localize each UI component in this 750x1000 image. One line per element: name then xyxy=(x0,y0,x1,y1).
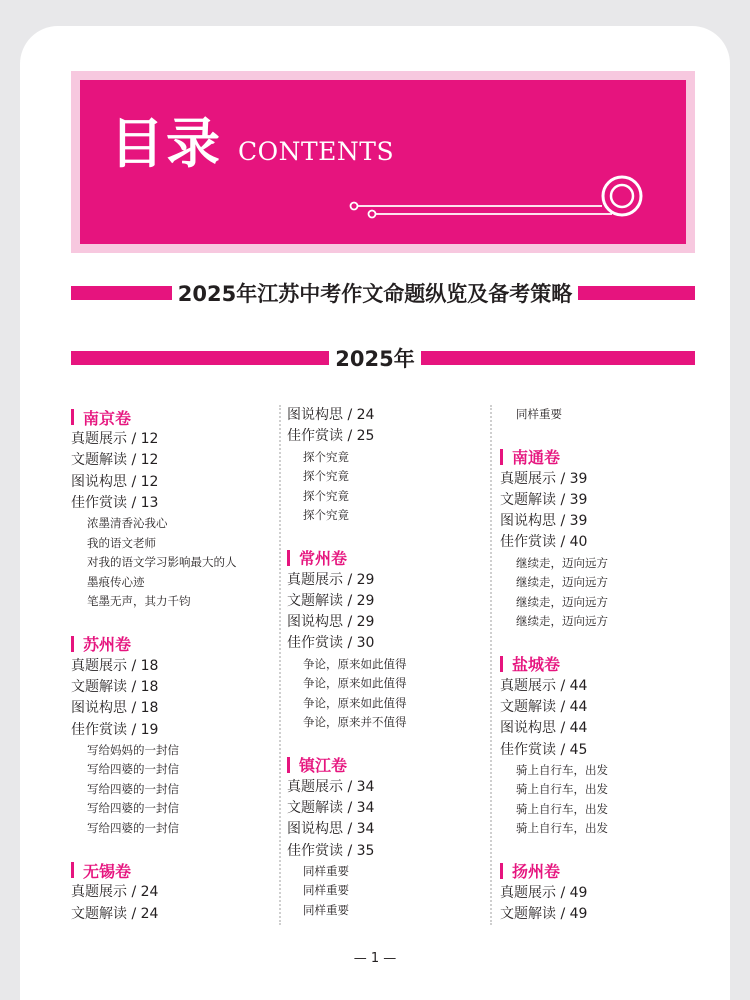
section-title-label: 扬州卷 xyxy=(512,862,561,882)
section-title-label: 南京卷 xyxy=(83,408,132,428)
contents-entry: 佳作赏读 / 45 xyxy=(500,741,588,758)
section-spacer xyxy=(287,526,487,546)
section-title-label: 南通卷 xyxy=(512,448,561,467)
column-divider xyxy=(279,405,281,925)
main-heading: 2025年江苏中考作文命题纵览及备考策略 xyxy=(0,279,750,309)
section-title xyxy=(71,632,271,656)
essay-title-entry: 争论，原来如此值得 xyxy=(303,656,407,671)
essay-title-entry: 探个究竟 xyxy=(303,449,349,464)
section-spacer xyxy=(500,839,700,859)
essay-title-entry: 我的语文老师 xyxy=(87,535,156,550)
contents-entry: 图说构思 / 12 xyxy=(71,473,159,490)
section-spacer xyxy=(500,425,700,445)
contents-entry: 佳作赏读 / 40 xyxy=(500,534,588,551)
banner-title: 目录 xyxy=(110,112,222,175)
section-title-label: 镇江卷 xyxy=(299,756,348,776)
contents-banner xyxy=(80,80,686,244)
essay-title-entry: 同样重要 xyxy=(303,863,349,878)
contents-entry: 佳作赏读 / 25 xyxy=(287,428,375,445)
section-title xyxy=(500,652,700,676)
page-number: — 1 — xyxy=(353,951,397,966)
contents-entry: 佳作赏读 / 35 xyxy=(287,842,375,859)
section-spacer xyxy=(500,632,700,652)
contents-entry: 真题展示 / 44 xyxy=(500,677,588,694)
essay-title-entry: 继续走，迈向远方 xyxy=(516,555,608,570)
contents-entry: 图说构思 / 34 xyxy=(287,821,375,838)
contents-entry: 文题解读 / 18 xyxy=(71,678,159,695)
contents-column-2 xyxy=(287,405,487,920)
essay-title-entry: 对我的语文学习影响最大的人 xyxy=(87,555,237,570)
contents-entry: 真题展示 / 34 xyxy=(287,778,375,795)
contents-entry: 文题解读 / 24 xyxy=(71,905,159,922)
essay-title-entry: 继续走，迈向远方 xyxy=(516,594,608,609)
contents-entry: 佳作赏读 / 13 xyxy=(71,494,159,511)
contents-entry: 文题解读 / 29 xyxy=(287,592,375,609)
section-title xyxy=(500,859,700,883)
contents-entry: 图说构思 / 24 xyxy=(287,407,375,423)
section-spacer xyxy=(71,838,271,858)
contents-entry: 图说构思 / 18 xyxy=(71,700,159,717)
essay-title-entry: 继续走，迈向远方 xyxy=(516,575,608,590)
contents-column-1 xyxy=(71,405,271,925)
circles-line-decoration-icon xyxy=(340,170,660,230)
essay-title-entry: 骑上自行车，出发 xyxy=(516,821,608,836)
section-title xyxy=(500,445,700,469)
contents-entry: 佳作赏读 / 30 xyxy=(287,635,375,652)
section-marker-icon xyxy=(500,656,503,672)
essay-title-entry: 写给四婆的一封信 xyxy=(87,820,179,835)
essay-title-entry: 骑上自行车，出发 xyxy=(516,762,608,777)
section-spacer xyxy=(71,612,271,632)
section-title xyxy=(71,858,271,882)
section-title-label: 常州卷 xyxy=(299,549,348,569)
essay-title-entry: 同样重要 xyxy=(516,407,562,421)
contents-entry: 真题展示 / 39 xyxy=(500,470,588,487)
contents-entry: 图说构思 / 39 xyxy=(500,513,588,530)
essay-title-entry: 争论，原来如此值得 xyxy=(303,695,407,710)
section-title-label: 苏州卷 xyxy=(83,635,132,655)
essay-title-entry: 同样重要 xyxy=(303,883,349,898)
contents-entry: 真题展示 / 18 xyxy=(71,657,159,674)
essay-title-entry: 同样重要 xyxy=(303,902,349,917)
contents-entry: 真题展示 / 29 xyxy=(287,571,375,588)
essay-title-entry: 墨痕传心迹 xyxy=(87,574,145,589)
contents-entry: 真题展示 / 24 xyxy=(71,884,159,901)
section-title xyxy=(287,753,487,777)
year-heading: 2025年 xyxy=(0,344,750,374)
section-marker-icon xyxy=(71,409,74,425)
essay-title-entry: 骑上自行车，出发 xyxy=(516,782,608,797)
essay-title-entry: 探个究竟 xyxy=(303,488,349,503)
essay-title-entry: 笔墨无声，其力千钧 xyxy=(87,594,191,609)
section-title xyxy=(287,546,487,570)
section-marker-icon xyxy=(500,863,503,879)
section-title-label: 无锡卷 xyxy=(83,861,132,881)
section-marker-icon xyxy=(71,862,74,878)
essay-title-entry: 探个究竟 xyxy=(303,508,349,523)
contents-entry: 图说构思 / 44 xyxy=(500,720,588,737)
section-marker-icon xyxy=(287,550,290,566)
essay-title-entry: 浓墨清香沁我心 xyxy=(87,516,168,531)
section-title-label: 盐城卷 xyxy=(512,655,561,675)
essay-title-entry: 写给四婆的一封信 xyxy=(87,762,179,777)
contents-entry: 文题解读 / 44 xyxy=(500,698,588,715)
contents-entry: 文题解读 / 34 xyxy=(287,800,375,817)
essay-title-entry: 争论，原来如此值得 xyxy=(303,676,407,691)
contents-entry: 图说构思 / 29 xyxy=(287,614,375,631)
essay-title-entry: 骑上自行车，出发 xyxy=(516,801,608,816)
contents-entry: 真题展示 / 12 xyxy=(71,431,159,447)
section-title xyxy=(71,405,271,429)
contents-entry: 真题展示 / 49 xyxy=(500,884,588,901)
section-marker-icon xyxy=(287,757,290,773)
contents-column-3 xyxy=(500,405,700,925)
section-spacer xyxy=(287,733,487,753)
essay-title-entry: 写给四婆的一封信 xyxy=(87,781,179,796)
essay-title-entry: 争论，原来并不值得 xyxy=(303,715,407,730)
section-marker-icon xyxy=(500,449,503,465)
section-marker-icon xyxy=(71,636,74,652)
banner-subtitle: CONTENTS xyxy=(238,137,395,166)
column-divider xyxy=(490,405,492,925)
essay-title-entry: 探个究竟 xyxy=(303,469,349,484)
contents-entry: 佳作赏读 / 19 xyxy=(71,721,159,738)
contents-entry: 文题解读 / 12 xyxy=(71,452,159,469)
essay-title-entry: 写给妈妈的一封信 xyxy=(87,742,179,757)
essay-title-entry: 写给四婆的一封信 xyxy=(87,801,179,816)
contents-entry: 文题解读 / 49 xyxy=(500,906,588,923)
essay-title-entry: 继续走，迈向远方 xyxy=(516,614,608,629)
contents-entry: 文题解读 / 39 xyxy=(500,491,588,508)
